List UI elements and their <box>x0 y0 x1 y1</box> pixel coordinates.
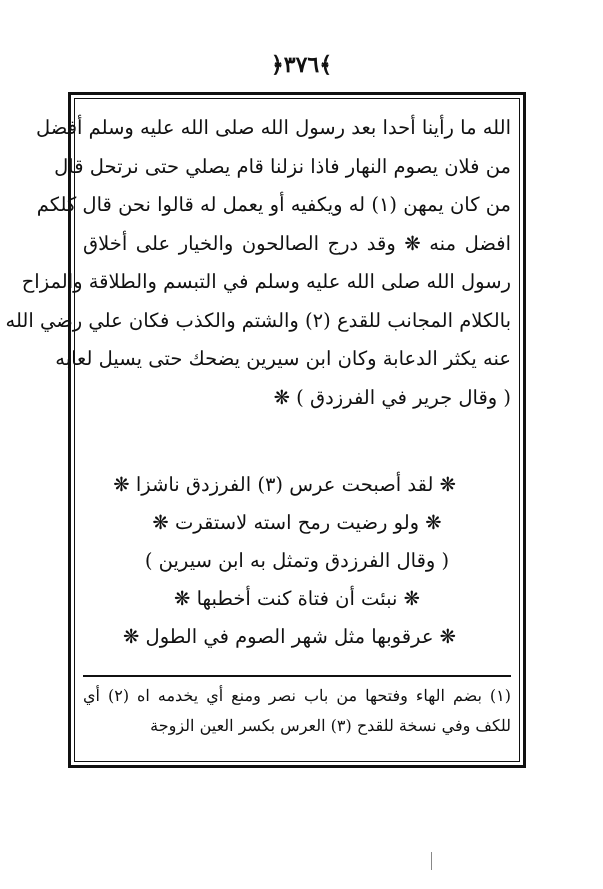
body-line: رسول الله صلى الله عليه وسلم في التبسم والطلاقة والمزاح <box>21 270 511 293</box>
body-line: الله ما رأينا أحدا بعد رسول الله صلى الله عليه وسلم أفضل <box>36 116 511 139</box>
body-line: عنه يكثر الدعابة وكان ابن سيرين يضحك حتى يسيل لعابه <box>55 347 511 370</box>
body-line-heading: ( وقال جرير في الفرزدق ) ❋ <box>273 385 511 409</box>
footnotes <box>83 681 511 741</box>
scan-mark <box>431 852 432 870</box>
footnote-line: للكف وفي نسخة للقدح (٣) العرس بكسر العين الزوجة <box>150 716 511 735</box>
verse-line: ❋ عرقوبها مثل شهر الصوم في الطول ❋ <box>123 625 456 648</box>
footnote-divider <box>83 675 511 677</box>
body-line: من كان يمهن (١) له ويكفيه أو يعمل له قالوا نحن قال كلكم <box>36 193 511 216</box>
body-text <box>5 109 511 417</box>
footnote-line: (١) بضم الهاء وفتحها من باب نصر ومنع أي يخدمه اه (٢) أي <box>83 686 512 705</box>
verse-line: ❋ نبئت أن فتاة كنت أخطبها ❋ <box>174 587 420 610</box>
page-number: ﴿٣٧٦﴾ <box>270 52 333 78</box>
verse-line: ❋ ولو رضيت رمح استه لاستقرت ❋ <box>152 511 442 534</box>
body-line: افضل منه ❋ وقد درج الصالحون والخيار على أخلاق <box>83 231 511 255</box>
text-frame <box>5 92 526 768</box>
body-line: من فلان يصوم النهار فاذا نزلنا قام يصلي حتى نرتحل قال <box>54 154 511 178</box>
verse-heading: ( وقال الفرزدق وتمثل به ابن سيرين ) <box>144 549 450 572</box>
body-line: بالكلام المجانب للقدع (٢) والشتم والكذب فكان علي رضي الله <box>5 308 511 332</box>
verse-line: ❋ لقد أصبحت عرس (٣) الفرزدق ناشزا ❋ <box>113 473 456 496</box>
